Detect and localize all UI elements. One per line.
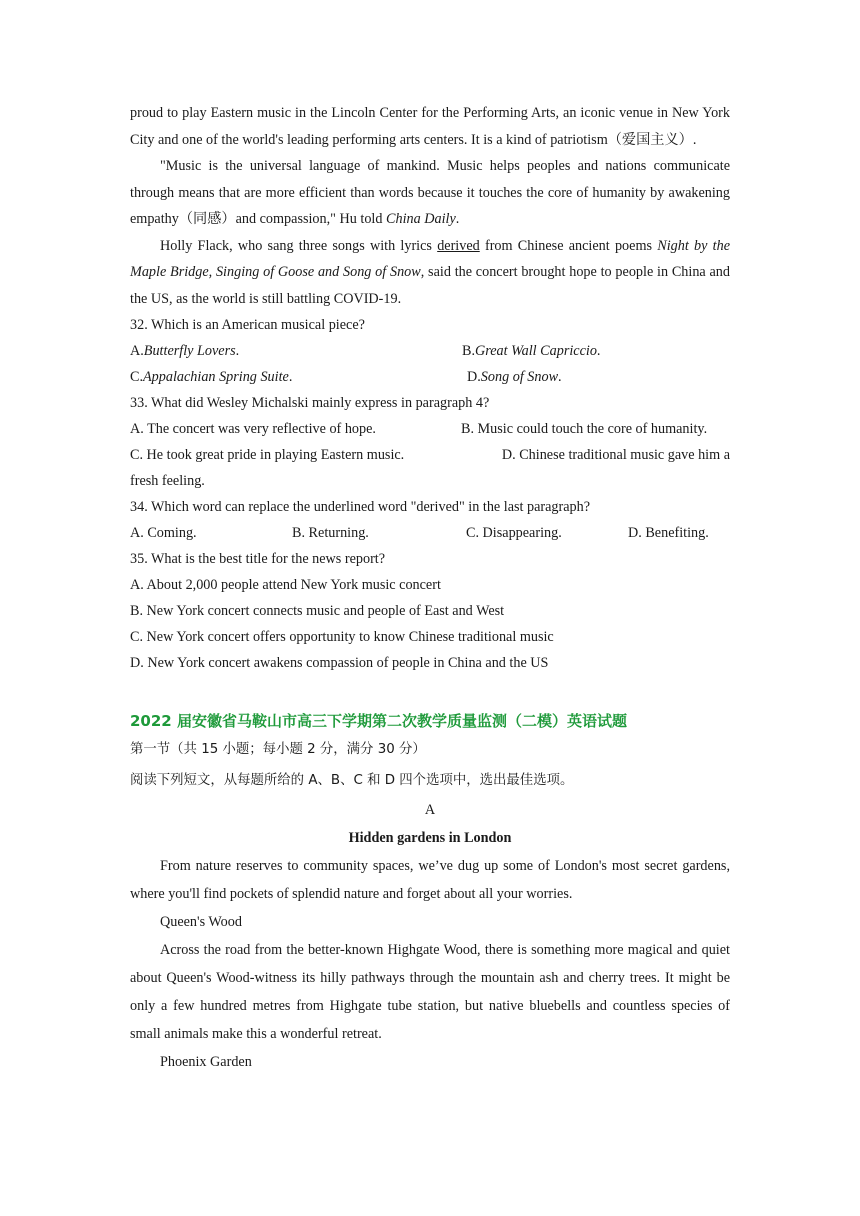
article-title: Hidden gardens in London <box>348 830 512 846</box>
spacer <box>130 676 730 708</box>
q34-options <box>130 520 730 546</box>
subheading-queens-wood: Queen's Wood <box>160 914 242 930</box>
paragraph-intro: From nature reserves to community spaces, we’ve dug up some of London's most secret gardens, where you'll find pockets of splendid nature and forget about all your worries. <box>130 858 730 902</box>
q32-option-b: B.Great Wall Capriccio. <box>462 343 601 359</box>
paragraph-queens-wood: Across the road from the better-known Highgate Wood, there is something more magical and quiet about Queen's Wood-witness its hilly pathways through the mountain ash and cherry trees. It might be only a few hundred metres from Highgate tube station, but native bluebells and countless species of small animals make this a wonderful retreat. <box>130 942 730 1042</box>
q34-option-a: A. Coming. <box>130 525 197 541</box>
underlined-word: derived <box>437 237 480 254</box>
question-32: 32. Which is an American musical piece? <box>130 317 365 333</box>
paragraph-holly-flack: Holly Flack, who sang three songs with lyrics derived from Chinese ancient poems Night by the Maple Bridge, Singing of Goose and Song of Snow, said the concert brought hope to people in China and the US, as the world is still battling COVID-19. <box>130 237 730 307</box>
question-33: 33. What did Wesley Michalski mainly express in paragraph 4? <box>130 395 490 411</box>
q35-option-b: B. New York concert connects music and people of East and West <box>130 603 505 619</box>
q33-option-d-continued: fresh feeling. <box>130 473 205 489</box>
subheading-phoenix-garden: Phoenix Garden <box>160 1054 252 1070</box>
section-instruction: 阅读下列短文，从每题所给的 A、B、C 和 D 四个选项中，选出最佳选项。 <box>130 773 574 788</box>
q33-option-b: B. Music could touch the core of humanity. <box>461 421 708 437</box>
q32-option-a: A.Butterfly Lovers. <box>130 343 240 359</box>
q32-option-d: D.Song of Snow. <box>467 369 562 385</box>
q33-options-row2 <box>130 442 730 468</box>
q33-option-a: A. The concert was very reflective of hope. <box>130 421 376 437</box>
passage-letter: A <box>424 802 436 818</box>
paragraph-patriotism: proud to play Eastern music in the Lincoln Center for the Performing Arts, an iconic venue in New York City and one of the world's leading performing arts centers. It is a kind of patriotism（爱国主义）. <box>130 105 730 148</box>
q35-option-a: A. About 2,000 people attend New York music concert <box>130 577 441 593</box>
q34-option-c: C. Disappearing. <box>466 525 562 541</box>
question-34: 34. Which word can replace the underlined word "derived" in the last paragraph? <box>130 499 591 515</box>
q34-option-d: D. Benefiting. <box>628 525 709 541</box>
poem-titles: Night by the Maple Bridge, Singing of Goose and Song of Snow <box>130 237 730 280</box>
newspaper-name: China Daily <box>386 211 456 227</box>
q33-option-c: C. He took great pride in playing Eastern music. <box>130 447 405 463</box>
q35-option-c: C. New York concert offers opportunity to know Chinese traditional music <box>130 629 554 645</box>
document-page <box>130 100 730 1076</box>
q32-options-row1 <box>130 338 730 364</box>
exam-title: 2022 届安徽省马鞍山市高三下学期第二次教学质量监测（二模）英语试题 <box>130 712 627 730</box>
section-part-info: 第一节（共 15 小题；每小题 2 分，满分 30 分） <box>130 742 426 757</box>
q34-option-b: B. Returning. <box>292 525 369 541</box>
q32-option-c: C.Appalachian Spring Suite. <box>130 369 293 385</box>
q33-options-row1 <box>130 416 730 442</box>
q32-options-row2 <box>130 364 730 390</box>
q35-option-d: D. New York concert awakens compassion of people in China and the US <box>130 655 549 671</box>
paragraph-hu-quote: "Music is the universal language of mankind. Music helps peoples and nations communicate through means that are more efficient than words because it touches the core of humanity by awakening empathy（同感）and compassion," Hu told China Daily. <box>130 158 730 227</box>
q33-option-d: D. Chinese traditional music gave him a <box>501 447 730 463</box>
question-35: 35. What is the best title for the news report? <box>130 551 386 567</box>
